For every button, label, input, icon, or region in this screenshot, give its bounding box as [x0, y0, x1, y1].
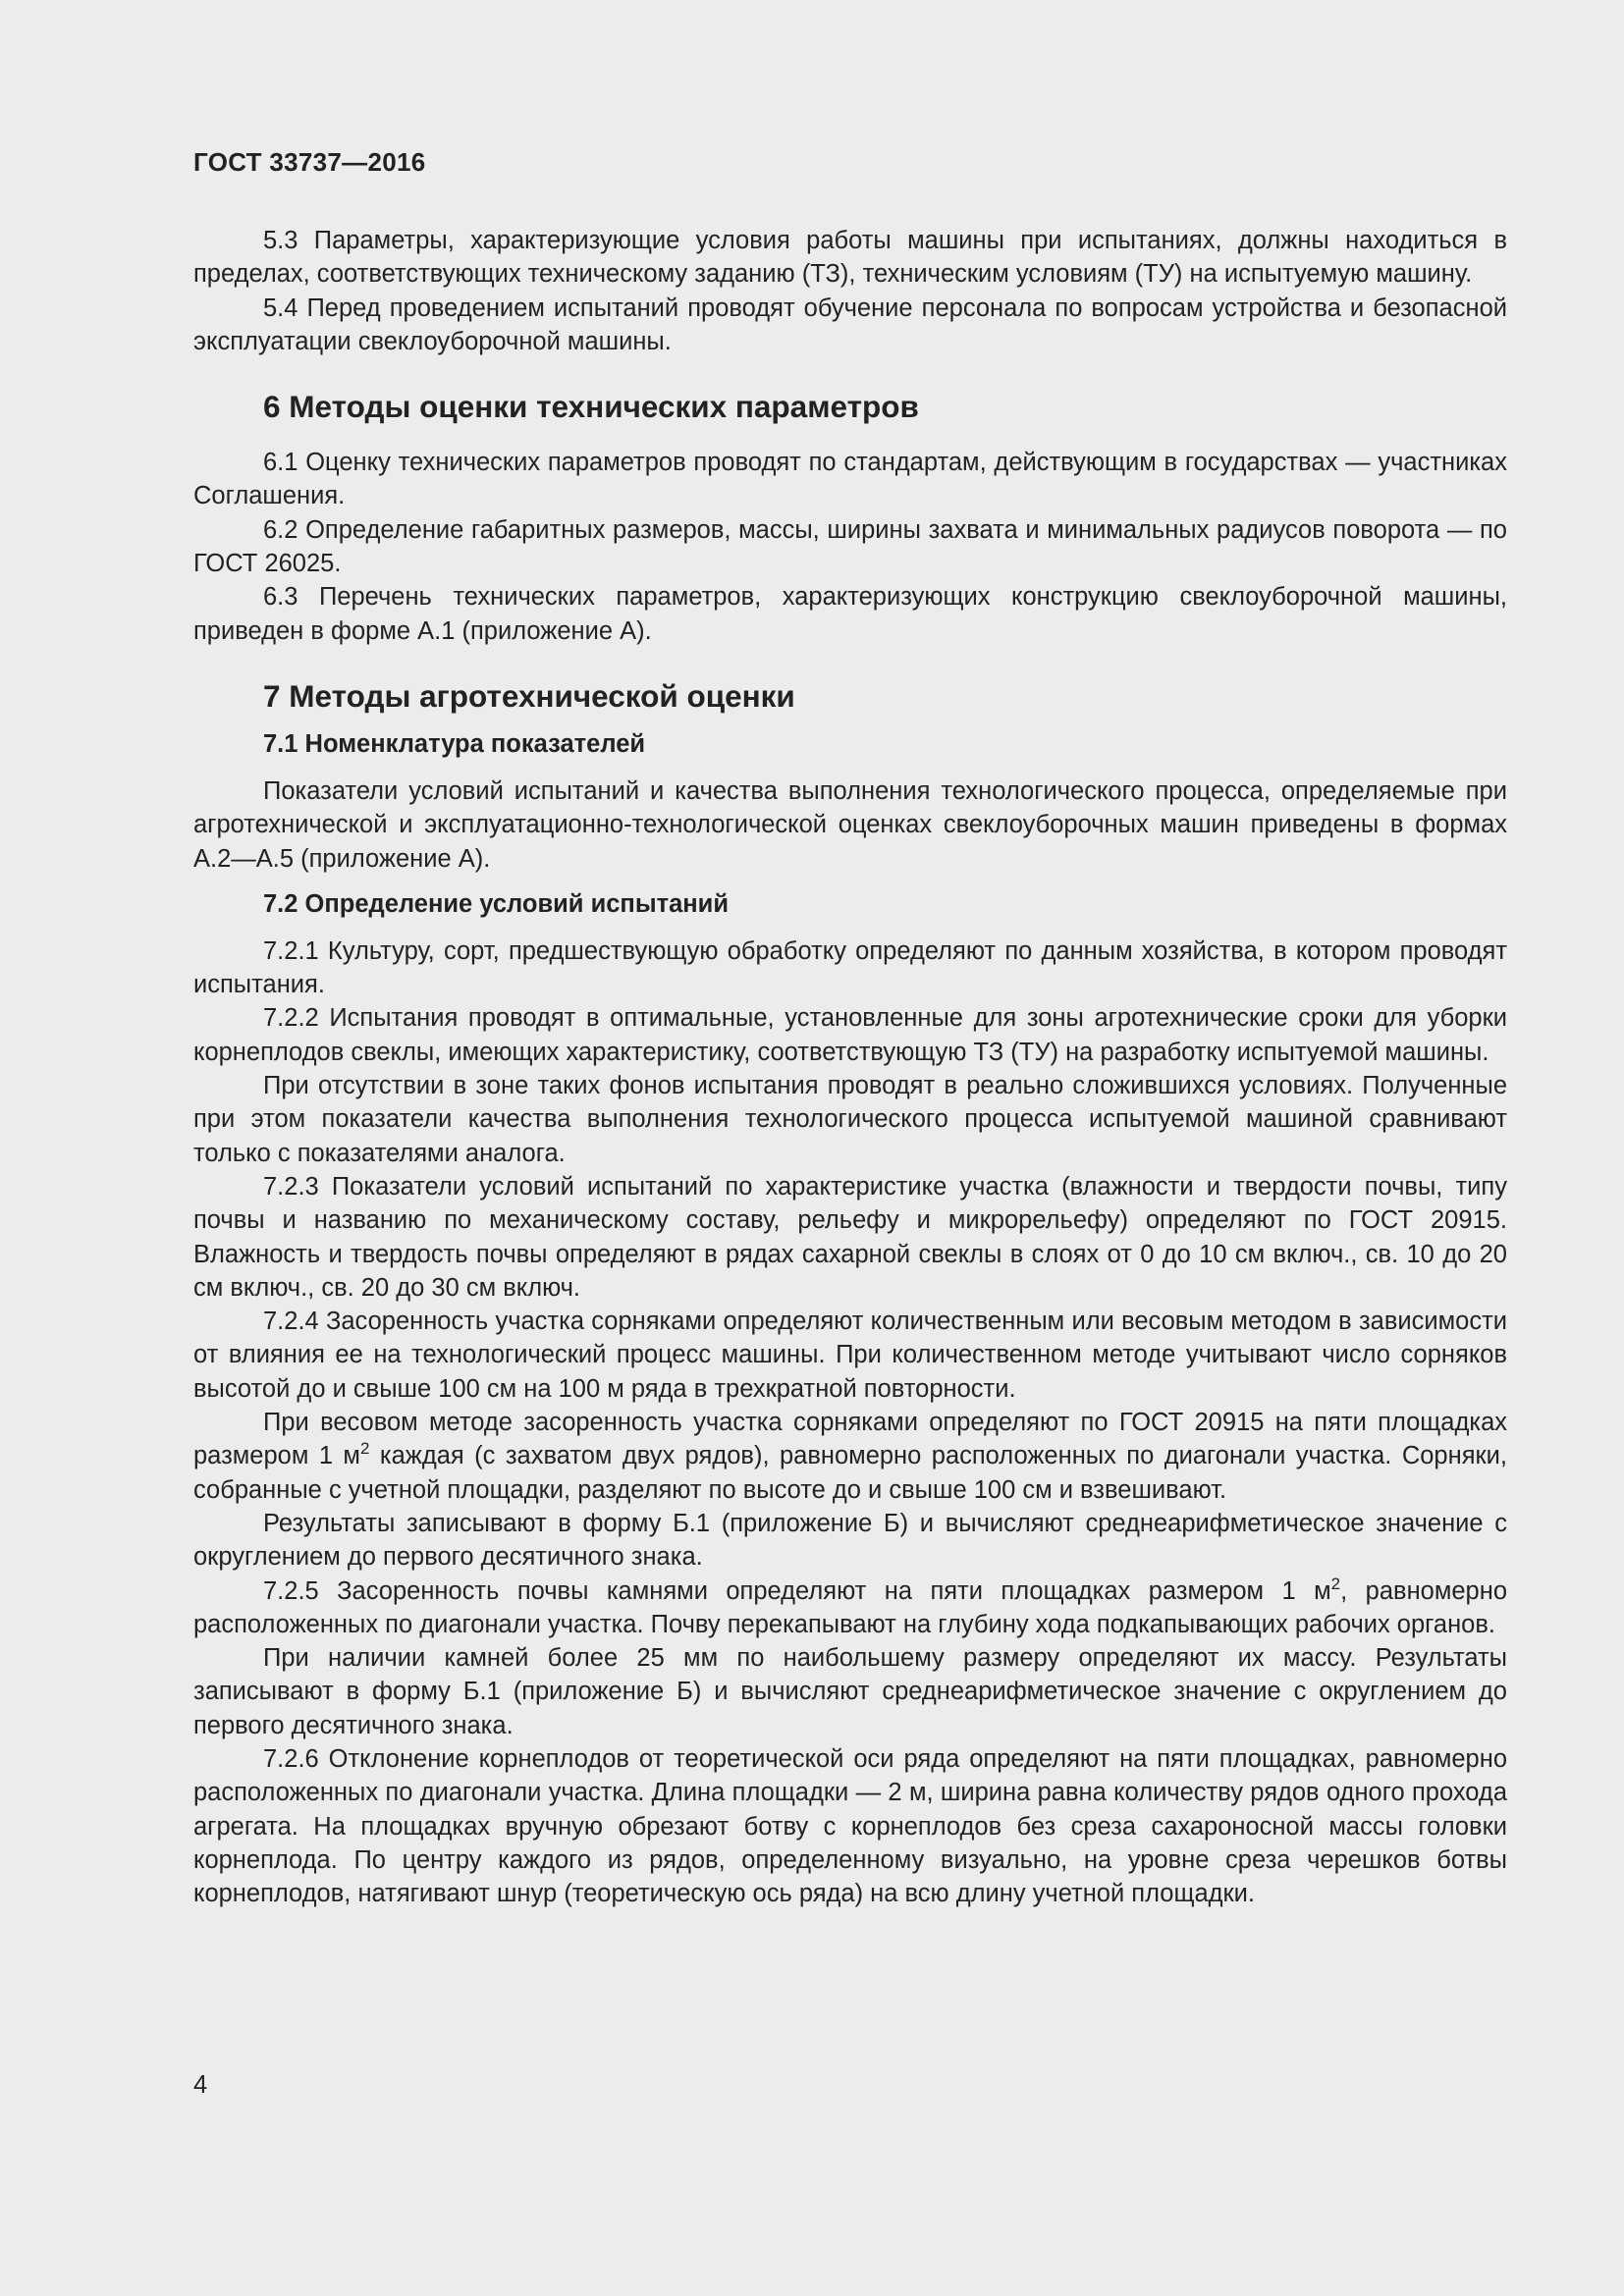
superscript: 2: [359, 1439, 370, 1459]
paragraph-7-2-4-weight-method: [193, 1406, 1507, 1507]
document-body: [193, 224, 1507, 1910]
paragraph-7-2-5: [193, 1575, 1507, 1642]
text-fragment: 7.2.5 Засоренность почвы камнями определяют на пяти площадках размером 1 м: [263, 1576, 1331, 1605]
page-number: 4: [193, 2071, 208, 2099]
paragraph-7-2-3: 7.2.3 Показатели условий испытаний по характеристике участка (влажности и твердости почвы, типу почвы и названию по механическому составу, рельефу и микрорельефу) определяют по ГОСТ 20915. Влажность и твердость почвы определяют в рядах сахарной свеклы в слоях от 0 до 10 см включ., св. 10 до 20 см включ., св. 20 до 30 см включ.: [193, 1172, 1507, 1302]
paragraph-7-2-4: 7.2.4 Засоренность участка сорняками определяют количественным или весовым методом в зависимости от влияния ее на технологический процесс машины. При количественном методе учитывают число сорняков высотой до и свыше 100 см на 100 м ряда в трехкратной повторности.: [193, 1308, 1507, 1403]
paragraph-6-2: 6.2 Определение габаритных размеров, массы, ширины захвата и минимальных радиусов поворота — по ГОСТ 26025.: [193, 515, 1507, 578]
text-fragment: , равномерно расположенных по диагонали участка. Почву перекапывают на глубину хода подкапывающих рабочих органов.: [193, 1576, 1507, 1638]
paragraph-7-2-2: 7.2.2 Испытания проводят в оптимальные, установленные для зоны агротехнические сроки для уборки корнеплодов свеклы, имеющих характеристику, соответствующую ТЗ (ТУ) на разработку испытуемой машины.: [193, 1004, 1507, 1066]
paragraph-7-2-5-stones: При наличии камней более 25 мм по наибольшему размеру определяют их массу. Результаты записывают в форму Б.1 (приложение Б) и вычисляют среднеарифметическое значение с округлением до первого десятичного знака.: [193, 1644, 1507, 1739]
section-6-heading: 6 Методы оценки технических параметров: [263, 389, 919, 425]
paragraph-7-1: Показатели условий испытаний и качества выполнения технологического процесса, определяемые при агротехнической и эксплуатационно-технологической оценках свеклоуборочных машин приведены в формах А.2—А.5 (приложение А).: [193, 776, 1507, 873]
subsection-7-2-heading: 7.2 Определение условий испытаний: [263, 889, 730, 918]
paragraph-7-2-4-results: Результаты записывают в форму Б.1 (приложение Б) и вычисляют среднеарифметическое значение с округлением до первого десятичного знака.: [193, 1509, 1507, 1572]
standard-id-header: ГОСТ 33737—2016: [193, 147, 426, 177]
paragraph-6-3: 6.3 Перечень технических параметров, характеризующих конструкцию свеклоуборочной машины, приведен в форме А.1 (приложение А).: [193, 583, 1507, 645]
section-7-heading: 7 Методы агротехнической оценки: [263, 677, 795, 714]
paragraph-5-3: 5.3 Параметры, характеризующие условия работы машины при испытаниях, должны находиться в пределах, соответствующих техническому заданию (ТЗ), техническим условиям (ТУ) на испытуемую машину.: [193, 227, 1507, 289]
paragraph-7-2-2-continued: При отсутствии в зоне таких фонов испытания проводят в реально сложившихся условиях. Полученные при этом показатели качества выполнения технологического процесса испытуемой машиной сравнивают только с показателями аналога.: [193, 1072, 1507, 1167]
superscript: 2: [1330, 1574, 1341, 1593]
subsection-7-1-heading: 7.1 Номенклатура показателей: [263, 729, 646, 758]
paragraph-5-4: 5.4 Перед проведением испытаний проводят обучение персонала по вопросам устройства и безопасной эксплуатации свеклоуборочной машины.: [193, 294, 1507, 355]
paragraph-7-2-6: 7.2.6 Отклонение корнеплодов от теоретической оси ряда определяют на пяти площадках, равномерно расположенных по диагонали участка. Длина площадки — 2 м, ширина равна количеству рядов одного прохода агрегата. На площадках вручную обрезают ботву с корнеплодов без среза сахароносной массы головки корнеплода. По центру каждого из рядов, определенному визуально, на уровне среза черешков ботвы корнеплодов, натягивают шнур (теоретическую ось ряда) на всю длину учетной площадки.: [193, 1744, 1507, 1908]
paragraph-7-2-1: 7.2.1 Культуру, сорт, предшествующую обработку определяют по данным хозяйства, в котором проводят испытания.: [193, 936, 1507, 999]
paragraph-6-1: 6.1 Оценку технических параметров проводят по стандартам, действующим в государствах — участниках Соглашения.: [193, 449, 1507, 510]
text-fragment: При весовом методе засоренность участка сорняками определяют по ГОСТ 20915 на пяти площадках размером 1 м: [193, 1409, 1507, 1470]
text-fragment: каждая (с захватом двух рядов), равномерно расположенных по диагонали участка. Сорняки, собранные с учетной площадки, разделяют по высоте до и свыше 100 см и взвешивают.: [193, 1442, 1507, 1504]
